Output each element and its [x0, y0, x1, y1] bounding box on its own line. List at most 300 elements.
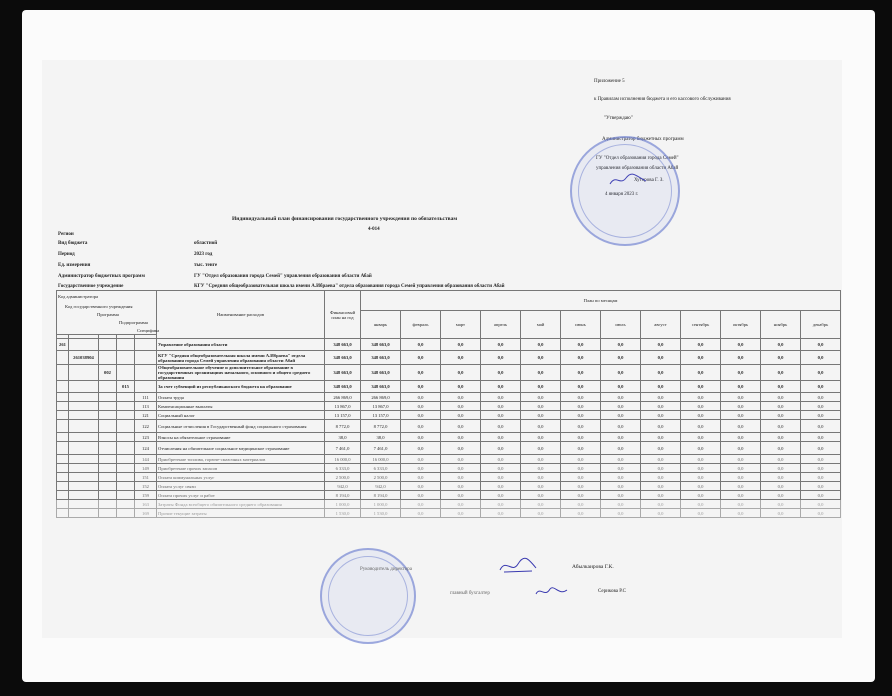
document-title: Индивидуальный план финансирования государственного учреждения по обязательствам: [232, 216, 458, 222]
month-amount-cell: 0,0: [801, 482, 841, 491]
code-cell: [135, 351, 157, 365]
code-cell: [69, 509, 99, 518]
month-amount-cell: 0,0: [641, 393, 681, 402]
document-sheet: [42, 60, 842, 638]
month-amount-cell: 0,0: [681, 402, 721, 411]
month-amount-cell: 0,0: [761, 411, 801, 420]
code-cell: [69, 420, 99, 433]
month-amount-cell: 0,0: [801, 351, 841, 365]
month-amount-cell: 0,0: [441, 339, 481, 351]
month-amount-cell: 0,0: [801, 420, 841, 433]
header-admin: Код администратора: [57, 291, 157, 303]
code-cell: [117, 500, 135, 509]
annual-amount-cell: 266 869,0: [325, 393, 361, 402]
accountant-name: Серикова Р.С: [598, 589, 626, 594]
month-amount-cell: 0,0: [641, 433, 681, 442]
month-amount-cell: 0,0: [601, 411, 641, 420]
month-amount-cell: 0,0: [761, 365, 801, 381]
month-amount-cell: 0,0: [681, 482, 721, 491]
month-amount-cell: 0,0: [561, 482, 601, 491]
code-cell: [57, 393, 69, 402]
header-subprogram: Подпрограмма: [57, 319, 157, 327]
table-row: [57, 491, 841, 500]
approval-line-2: к Правилам исполнения бюджета и его кассового обслуживания: [594, 97, 731, 102]
expense-name-cell: Общеобразовательное обучение и дополнительное образование в государственных организациях начального, основного и общего среднего образования: [157, 365, 325, 381]
month-amount-cell: 0,0: [601, 464, 641, 473]
code-cell: [57, 464, 69, 473]
month-amount-cell: 0,0: [601, 473, 641, 482]
code-cell: [117, 464, 135, 473]
table-row: [57, 433, 841, 442]
code-cell: 002: [99, 365, 117, 381]
month-amount-cell: 348 663,0: [361, 339, 401, 351]
annual-amount-cell: 13 867,0: [325, 402, 361, 411]
month-amount-cell: 1 000,0: [361, 500, 401, 509]
month-amount-cell: 0,0: [521, 455, 561, 464]
month-amount-cell: 0,0: [481, 482, 521, 491]
month-amount-cell: 0,0: [761, 482, 801, 491]
annual-amount-cell: 348 663,0: [325, 365, 361, 381]
code-cell: [117, 339, 135, 351]
month-amount-cell: 0,0: [641, 411, 681, 420]
approval-line-1: Приложение 5: [594, 79, 625, 84]
month-amount-cell: 0,0: [441, 464, 481, 473]
annual-amount-cell: 38,0: [325, 433, 361, 442]
month-amount-cell: 0,0: [641, 339, 681, 351]
month-amount-cell: 0,0: [521, 500, 561, 509]
month-amount-cell: 0,0: [401, 433, 441, 442]
month-amount-cell: 348 663,0: [361, 381, 401, 393]
month-amount-cell: 0,0: [561, 339, 601, 351]
annual-amount-cell: 1 530,0: [325, 509, 361, 518]
meta-label: Государственное учреждение: [58, 284, 124, 289]
month-amount-cell: 0,0: [401, 491, 441, 500]
month-amount-cell: 0,0: [801, 433, 841, 442]
month-amount-cell: 0,0: [481, 500, 521, 509]
month-header: июнь: [561, 311, 601, 339]
code-cell: 122: [135, 420, 157, 433]
table-row: [57, 473, 841, 482]
month-amount-cell: 0,0: [481, 433, 521, 442]
month-amount-cell: 0,0: [521, 420, 561, 433]
approval-line-5: ГУ "Отдел образования города Семей": [596, 156, 679, 161]
code-cell: 169: [135, 509, 157, 518]
code-cell: [57, 442, 69, 455]
month-amount-cell: 0,0: [481, 420, 521, 433]
header-gov: Код государственного учреждения: [57, 303, 157, 311]
month-amount-cell: 0,0: [481, 411, 521, 420]
month-amount-cell: 0,0: [761, 500, 801, 509]
month-amount-cell: 0,0: [801, 442, 841, 455]
meta-label: Администратор бюджетных программ: [58, 274, 145, 279]
month-amount-cell: 0,0: [601, 351, 641, 365]
header-specifics: Специфика: [57, 327, 157, 335]
month-amount-cell: 0,0: [681, 473, 721, 482]
month-amount-cell: 0,0: [481, 402, 521, 411]
expense-name-cell: Отчисления на обязательное социальное медицинское страхование: [157, 442, 325, 455]
month-amount-cell: 0,0: [561, 433, 601, 442]
month-amount-cell: 0,0: [681, 381, 721, 393]
expense-name-cell: За счет субвенций из республиканского бюджета на образование: [157, 381, 325, 393]
meta-value: 2023 год: [194, 252, 213, 257]
code-cell: [99, 420, 117, 433]
code-cell: [99, 339, 117, 351]
month-amount-cell: 0,0: [721, 464, 761, 473]
month-amount-cell: 0,0: [521, 491, 561, 500]
table-row: [57, 393, 841, 402]
expense-name-cell: Взносы на обязательное страхование: [157, 433, 325, 442]
month-amount-cell: 0,0: [761, 351, 801, 365]
month-amount-cell: 0,0: [401, 455, 441, 464]
month-amount-cell: 0,0: [521, 365, 561, 381]
month-amount-cell: 0,0: [721, 411, 761, 420]
month-header: февраль: [401, 311, 441, 339]
annual-amount-cell: 942,0: [325, 482, 361, 491]
month-amount-cell: 0,0: [441, 381, 481, 393]
code-cell: [99, 500, 117, 509]
header-name: Наименование расходов: [157, 291, 325, 339]
month-amount-cell: 0,0: [641, 473, 681, 482]
code-cell: [69, 339, 99, 351]
month-amount-cell: 0,0: [481, 509, 521, 518]
annual-amount-cell: 2 500,0: [325, 473, 361, 482]
expense-name-cell: Оплата прочих услуг и работ: [157, 491, 325, 500]
month-amount-cell: 0,0: [641, 351, 681, 365]
month-amount-cell: 0,0: [721, 365, 761, 381]
month-amount-cell: 0,0: [601, 433, 641, 442]
code-cell: [117, 351, 135, 365]
code-cell: [117, 455, 135, 464]
approval-line-4: Администратор бюджетных программ: [602, 137, 684, 142]
month-amount-cell: 0,0: [441, 402, 481, 411]
month-amount-cell: 0,0: [761, 442, 801, 455]
table-row: [57, 455, 841, 464]
annual-amount-cell: 348 663,0: [325, 381, 361, 393]
month-amount-cell: 0,0: [681, 464, 721, 473]
code-cell: [69, 365, 99, 381]
code-cell: [117, 411, 135, 420]
month-amount-cell: 0,0: [601, 402, 641, 411]
month-amount-cell: 0,0: [481, 464, 521, 473]
table-row: [57, 411, 841, 420]
code-cell: [117, 420, 135, 433]
month-amount-cell: 0,0: [521, 464, 561, 473]
month-amount-cell: 0,0: [641, 402, 681, 411]
code-cell: [57, 491, 69, 500]
month-amount-cell: 0,0: [761, 381, 801, 393]
code-cell: [117, 491, 135, 500]
annual-amount-cell: 7 461,0: [325, 442, 361, 455]
month-amount-cell: 0,0: [481, 473, 521, 482]
expense-name-cell: Оплата услуг связи: [157, 482, 325, 491]
meta-label: Вид бюджета: [58, 241, 88, 246]
month-amount-cell: 0,0: [481, 442, 521, 455]
month-amount-cell: 0,0: [441, 482, 481, 491]
round-stamp-bottom-icon: [320, 548, 416, 644]
month-amount-cell: 8 772,0: [361, 420, 401, 433]
annual-amount-cell: 348 663,0: [325, 351, 361, 365]
month-amount-cell: 0,0: [401, 500, 441, 509]
month-amount-cell: 0,0: [801, 464, 841, 473]
code-cell: [117, 473, 135, 482]
month-amount-cell: 0,0: [401, 402, 441, 411]
month-amount-cell: 0,0: [681, 455, 721, 464]
code-cell: [57, 509, 69, 518]
expense-name-cell: Компенсационные выплаты: [157, 402, 325, 411]
meta-value: областной: [194, 241, 218, 246]
code-cell: [117, 393, 135, 402]
month-amount-cell: 0,0: [401, 365, 441, 381]
expense-name-cell: Приобретение прочих запасов: [157, 464, 325, 473]
month-amount-cell: 0,0: [481, 455, 521, 464]
code-cell: 121: [135, 411, 157, 420]
month-amount-cell: 0,0: [641, 500, 681, 509]
month-amount-cell: 0,0: [721, 420, 761, 433]
month-amount-cell: 2 500,0: [361, 473, 401, 482]
month-amount-cell: 0,0: [761, 402, 801, 411]
month-amount-cell: 0,0: [681, 491, 721, 500]
expense-name-cell: Приобретение топлива, горюче-смазочных материалов: [157, 455, 325, 464]
month-amount-cell: 0,0: [601, 393, 641, 402]
month-amount-cell: 0,0: [481, 351, 521, 365]
month-amount-cell: 0,0: [721, 509, 761, 518]
month-amount-cell: 0,0: [601, 455, 641, 464]
code-cell: [135, 381, 157, 393]
month-amount-cell: 0,0: [401, 509, 441, 518]
code-cell: [99, 402, 117, 411]
month-amount-cell: 0,0: [721, 402, 761, 411]
month-amount-cell: 0,0: [801, 365, 841, 381]
table-row: [57, 500, 841, 509]
month-amount-cell: 0,0: [641, 482, 681, 491]
month-amount-cell: 0,0: [801, 402, 841, 411]
accountant-label: главный бухгалтер: [450, 591, 490, 596]
approval-date: 4 января 2023 г.: [605, 192, 639, 197]
code-cell: [57, 500, 69, 509]
code-cell: 144: [135, 455, 157, 464]
code-cell: [57, 402, 69, 411]
code-cell: [117, 433, 135, 442]
month-amount-cell: 0,0: [721, 482, 761, 491]
header-program: Программа: [57, 311, 157, 319]
expense-name-cell: Оплата коммунальных услуг: [157, 473, 325, 482]
month-amount-cell: 0,0: [681, 351, 721, 365]
expense-name-cell: Оплата труда: [157, 393, 325, 402]
annual-amount-cell: 6 333,0: [325, 464, 361, 473]
code-cell: 015: [117, 381, 135, 393]
code-cell: [57, 365, 69, 381]
approval-line-3: "Утверждаю": [604, 116, 633, 121]
month-amount-cell: 0,0: [681, 442, 721, 455]
month-header: ноябрь: [761, 311, 801, 339]
code-cell: [57, 482, 69, 491]
month-amount-cell: 0,0: [521, 482, 561, 491]
month-amount-cell: 0,0: [401, 420, 441, 433]
month-amount-cell: 0,0: [561, 491, 601, 500]
month-amount-cell: 0,0: [801, 509, 841, 518]
round-stamp-top-icon: [570, 136, 680, 246]
month-amount-cell: 0,0: [681, 509, 721, 518]
month-amount-cell: 0,0: [801, 381, 841, 393]
month-amount-cell: 0,0: [641, 491, 681, 500]
code-cell: 261: [57, 339, 69, 351]
month-amount-cell: 0,0: [521, 411, 561, 420]
table-row: [57, 402, 841, 411]
table-row: [57, 482, 841, 491]
expense-name-cell: Управление образования области: [157, 339, 325, 351]
code-cell: [69, 433, 99, 442]
code-cell: [99, 381, 117, 393]
month-header: январь: [361, 311, 401, 339]
code-cell: [69, 491, 99, 500]
code-cell: 261038904: [69, 351, 99, 365]
code-cell: [117, 402, 135, 411]
month-amount-cell: 348 663,0: [361, 351, 401, 365]
month-amount-cell: 38,0: [361, 433, 401, 442]
month-amount-cell: 0,0: [441, 420, 481, 433]
month-amount-cell: 0,0: [641, 365, 681, 381]
month-amount-cell: 0,0: [761, 509, 801, 518]
meta-value: КГУ "Средняя общеобразовательная школа имени А.Ибраева" отдела образования города Семей управления образования области Абай: [194, 284, 505, 289]
director-name: Абылкаирова Г.К.: [572, 564, 614, 570]
month-amount-cell: 348 663,0: [361, 365, 401, 381]
table-row: [57, 442, 841, 455]
month-amount-cell: 0,0: [441, 442, 481, 455]
code-cell: 111: [135, 393, 157, 402]
meta-label: Ед. измерения: [58, 263, 91, 268]
month-amount-cell: 0,0: [521, 393, 561, 402]
month-amount-cell: 6 333,0: [361, 464, 401, 473]
month-amount-cell: 0,0: [481, 339, 521, 351]
code-cell: [99, 473, 117, 482]
month-amount-cell: 0,0: [761, 464, 801, 473]
code-cell: [99, 433, 117, 442]
month-amount-cell: 0,0: [801, 393, 841, 402]
month-amount-cell: 0,0: [441, 473, 481, 482]
month-amount-cell: 13 157,0: [361, 411, 401, 420]
code-cell: [99, 491, 117, 500]
month-amount-cell: 0,0: [561, 351, 601, 365]
code-cell: [99, 351, 117, 365]
month-header: март: [441, 311, 481, 339]
code-cell: [117, 482, 135, 491]
month-header: сентябрь: [681, 311, 721, 339]
month-amount-cell: 0,0: [481, 365, 521, 381]
month-amount-cell: 0,0: [561, 455, 601, 464]
code-cell: [117, 442, 135, 455]
month-amount-cell: 0,0: [521, 351, 561, 365]
annual-amount-cell: 8 194,0: [325, 491, 361, 500]
code-cell: [135, 365, 157, 381]
month-amount-cell: 0,0: [641, 420, 681, 433]
month-amount-cell: 0,0: [561, 381, 601, 393]
month-amount-cell: 1 530,0: [361, 509, 401, 518]
month-amount-cell: 0,0: [721, 455, 761, 464]
month-amount-cell: 0,0: [521, 473, 561, 482]
month-amount-cell: 0,0: [481, 381, 521, 393]
month-amount-cell: 0,0: [801, 455, 841, 464]
month-amount-cell: 0,0: [601, 420, 641, 433]
month-amount-cell: 0,0: [401, 411, 441, 420]
month-amount-cell: 0,0: [761, 455, 801, 464]
document-code: 4-014: [368, 227, 380, 232]
month-amount-cell: 16 000,0: [361, 455, 401, 464]
month-amount-cell: 0,0: [721, 500, 761, 509]
month-amount-cell: 0,0: [441, 433, 481, 442]
month-amount-cell: 0,0: [601, 365, 641, 381]
month-header: октябрь: [721, 311, 761, 339]
expense-name-cell: Социальный налог: [157, 411, 325, 420]
approval-signer: Хуторова Г. З.: [634, 178, 664, 183]
code-cell: [69, 381, 99, 393]
approval-line-6: управления образования области Абай: [596, 166, 679, 171]
table-row: [57, 509, 841, 518]
month-amount-cell: 0,0: [521, 381, 561, 393]
month-amount-cell: 0,0: [401, 473, 441, 482]
month-amount-cell: 0,0: [401, 482, 441, 491]
month-header: август: [641, 311, 681, 339]
month-amount-cell: 0,0: [561, 393, 601, 402]
month-amount-cell: 0,0: [521, 442, 561, 455]
month-amount-cell: 0,0: [721, 442, 761, 455]
month-amount-cell: 0,0: [401, 393, 441, 402]
month-amount-cell: 0,0: [721, 393, 761, 402]
annual-amount-cell: 16 000,0: [325, 455, 361, 464]
month-amount-cell: 0,0: [801, 473, 841, 482]
month-amount-cell: 0,0: [721, 381, 761, 393]
month-amount-cell: 0,0: [801, 339, 841, 351]
meta-label: Период: [58, 252, 75, 257]
table-row: [57, 351, 841, 365]
month-amount-cell: 0,0: [801, 500, 841, 509]
month-amount-cell: 0,0: [401, 464, 441, 473]
month-amount-cell: 0,0: [561, 420, 601, 433]
code-cell: [57, 455, 69, 464]
code-cell: [69, 411, 99, 420]
code-cell: [69, 464, 99, 473]
month-amount-cell: 0,0: [521, 509, 561, 518]
table-row: [57, 365, 841, 381]
month-amount-cell: 0,0: [561, 365, 601, 381]
code-cell: [117, 509, 135, 518]
code-cell: 123: [135, 433, 157, 442]
month-amount-cell: 0,0: [441, 411, 481, 420]
month-amount-cell: 942,0: [361, 482, 401, 491]
month-amount-cell: 0,0: [561, 473, 601, 482]
month-amount-cell: 0,0: [521, 402, 561, 411]
month-amount-cell: 0,0: [441, 455, 481, 464]
month-header: май: [521, 311, 561, 339]
code-cell: [69, 455, 99, 464]
code-cell: [57, 381, 69, 393]
month-amount-cell: 0,0: [441, 491, 481, 500]
code-cell: [57, 433, 69, 442]
month-amount-cell: 0,0: [561, 464, 601, 473]
code-cell: [57, 351, 69, 365]
table-row: [57, 339, 841, 351]
month-amount-cell: 0,0: [721, 491, 761, 500]
month-amount-cell: 0,0: [481, 393, 521, 402]
month-amount-cell: 7 461,0: [361, 442, 401, 455]
annual-amount-cell: 348 663,0: [325, 339, 361, 351]
month-amount-cell: 0,0: [721, 351, 761, 365]
code-cell: [99, 509, 117, 518]
month-amount-cell: 0,0: [761, 420, 801, 433]
code-cell: 124: [135, 442, 157, 455]
month-amount-cell: 0,0: [681, 365, 721, 381]
month-amount-cell: 0,0: [441, 500, 481, 509]
month-amount-cell: 0,0: [561, 500, 601, 509]
